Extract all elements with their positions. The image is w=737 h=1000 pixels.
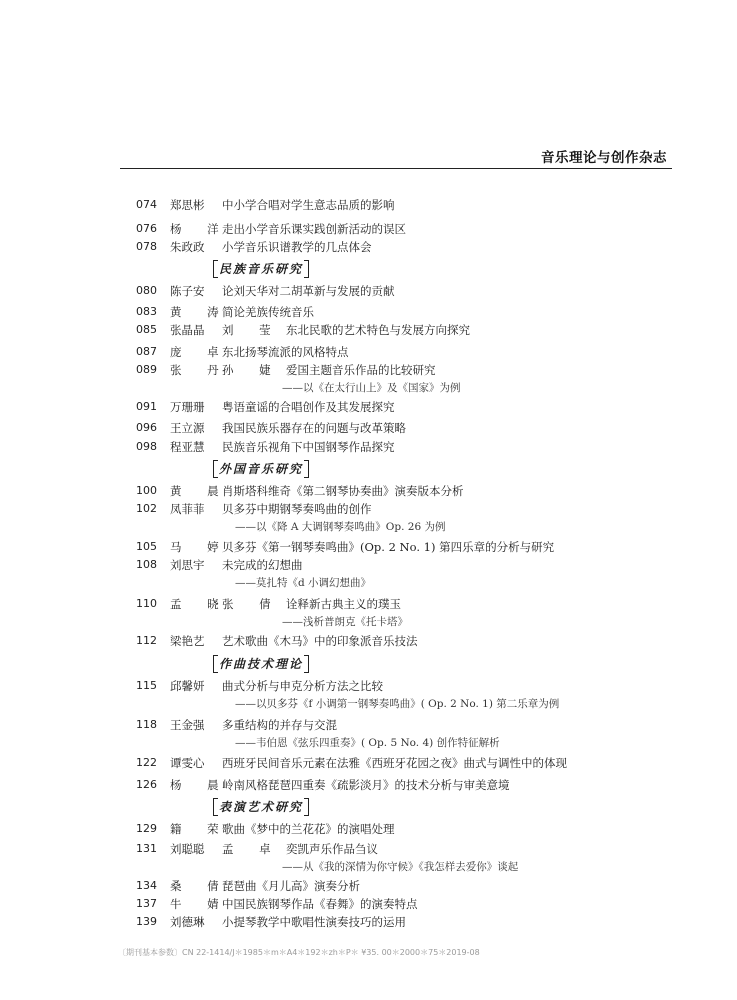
article-title[interactable]: 论刘天华对二胡革新与发展的贡献	[222, 284, 395, 298]
page-number: 076	[136, 222, 157, 235]
article-title[interactable]: 曲式分析与申克分析方法之比较	[222, 679, 383, 693]
article-title[interactable]: 走出小学音乐课实践创新活动的误区	[222, 222, 406, 236]
page-number: 096	[136, 421, 157, 434]
article-title[interactable]: 肖斯塔科维奇《第二钢琴协奏曲》演奏版本分析	[222, 484, 464, 498]
author-name: 陈子安	[170, 284, 205, 298]
toc-entry[interactable]	[0, 820, 737, 838]
journal-title: 音乐理论与创作杂志	[541, 150, 667, 166]
author-name: 朱政政	[170, 240, 205, 254]
article-subtitle: ——莫扎特《d 小调幻想曲》	[235, 577, 372, 589]
toc-entry[interactable]	[0, 632, 737, 650]
author-name: 马 婷	[170, 540, 230, 554]
article-subtitle: ——韦伯恩《弦乐四重奏》( Op. 5 No. 4) 创作特征解析	[235, 737, 500, 749]
page-number: 134	[136, 879, 157, 892]
toc-entry[interactable]	[0, 303, 737, 321]
article-title[interactable]: 琵琶曲《月儿高》演奏分析	[222, 879, 360, 893]
page-number: 085	[136, 323, 157, 336]
author-name: 万珊珊	[170, 400, 205, 414]
author-name: 杨 洋	[170, 222, 230, 236]
article-title[interactable]: 中小学合唱对学生意志品质的影响	[222, 198, 395, 212]
page-number: 089	[136, 363, 157, 376]
article-subtitle: ——以贝多芬《f 小调第一钢琴奏鸣曲》( Op. 2 No. 1) 第二乐章为例	[235, 698, 560, 710]
article-subtitle: ——以《在太行山上》及《国家》为例	[282, 382, 461, 394]
article-title[interactable]: 歌曲《梦中的兰花花》的演唱处理	[222, 822, 395, 836]
article-title[interactable]: 小学音乐识谱教学的几点体会	[222, 240, 372, 254]
author-name: 刘聪聪	[170, 842, 205, 856]
article-title[interactable]: 艺术歌曲《木马》中的印象派音乐技法	[222, 634, 418, 648]
coauthor-name: 孙 婕	[222, 363, 282, 377]
article-title[interactable]: 多重结构的并存与交混	[222, 718, 337, 732]
article-title[interactable]: 东北民歌的艺术特色与发展方向探究	[286, 323, 470, 337]
author-name: 孟 晓	[170, 597, 230, 611]
author-name: 张晶晶	[170, 323, 205, 337]
article-title[interactable]: 贝多芬《第一钢琴奏鸣曲》(Op. 2 No. 1) 第四乐章的分析与研究	[222, 540, 555, 554]
toc-entry[interactable]	[0, 361, 737, 379]
author-name: 王金强	[170, 718, 205, 732]
page-number: 112	[136, 634, 157, 647]
coauthor-name: 孟 卓	[222, 842, 282, 856]
toc-entry[interactable]	[0, 538, 737, 556]
page-number: 131	[136, 842, 157, 855]
author-name: 刘思宇	[170, 558, 205, 572]
author-name: 王立源	[170, 421, 205, 435]
article-title[interactable]: 东北扬琴流派的风格特点	[222, 345, 349, 359]
section-heading: 表演艺术研究	[213, 797, 309, 817]
toc-entry[interactable]	[0, 419, 737, 437]
toc-entry[interactable]	[0, 343, 737, 361]
toc-entry[interactable]	[0, 595, 737, 613]
article-title[interactable]: 奕凯声乐作品刍议	[286, 842, 378, 856]
article-title[interactable]: 贝多芬中期钢琴奏鸣曲的创作	[222, 502, 372, 516]
page-number: 074	[136, 198, 157, 211]
article-title[interactable]: 粤语童谣的合唱创作及其发展探究	[222, 400, 395, 414]
page-number: 129	[136, 822, 157, 835]
page-number: 115	[136, 679, 157, 692]
toc-entry[interactable]	[0, 877, 737, 895]
toc-entry[interactable]	[0, 913, 737, 931]
toc-entry[interactable]	[0, 776, 737, 794]
page-number: 102	[136, 502, 157, 515]
toc-entry[interactable]	[0, 438, 737, 456]
article-title[interactable]: 我国民族乐器存在的问题与改革策略	[222, 421, 406, 435]
author-name: 桑 倩	[170, 879, 230, 893]
page-number: 083	[136, 305, 157, 318]
author-name: 谭雯心	[170, 756, 205, 770]
section-heading: 作曲技术理论	[213, 654, 309, 674]
toc-entry[interactable]	[0, 220, 737, 238]
toc-entry[interactable]	[0, 677, 737, 695]
author-name: 庞 卓	[170, 345, 230, 359]
page-number: 108	[136, 558, 157, 571]
article-subtitle: ——浅析普朗克《托卡塔》	[282, 616, 408, 628]
article-title[interactable]: 小提琴教学中歌唱性演奏技巧的运用	[222, 915, 406, 929]
footer-parameters: 〔期刊基本参数〕CN 22-1414/J＊1985＊m＊A4＊192＊zh＊P＊ ¥35. 00＊2000＊75＊2019-08	[118, 948, 480, 957]
section-heading: 民族音乐研究	[213, 259, 309, 279]
coauthor-name: 刘 莹	[222, 323, 282, 337]
toc-entry[interactable]	[0, 238, 737, 256]
author-name: 籍 荣	[170, 822, 230, 836]
article-title[interactable]: 爱国主题音乐作品的比较研究	[286, 363, 436, 377]
author-name: 郑思彬	[170, 198, 205, 212]
page-number: 126	[136, 778, 157, 791]
page-number: 105	[136, 540, 157, 553]
article-subtitle: ——从《我的深情为你守候》《我怎样去爱你》谈起	[282, 861, 519, 873]
article-title[interactable]: 中国民族钢琴作品《春舞》的演奏特点	[222, 897, 418, 911]
page-number: 118	[136, 718, 157, 731]
toc-entry[interactable]	[0, 754, 737, 772]
author-name: 牛 婧	[170, 897, 230, 911]
toc-entry[interactable]	[0, 500, 737, 518]
author-name: 黄 涛	[170, 305, 230, 319]
author-name: 杨 晨	[170, 778, 230, 792]
page-number: 098	[136, 440, 157, 453]
page-number: 091	[136, 400, 157, 413]
author-name: 梁艳艺	[170, 634, 205, 648]
article-subtitle: ——以《降 A 大调钢琴奏鸣曲》Op. 26 为例	[235, 521, 446, 533]
article-title[interactable]: 民族音乐视角下中国钢琴作品探究	[222, 440, 395, 454]
author-name: 张 丹	[170, 363, 230, 377]
page-number: 080	[136, 284, 157, 297]
toc-entry[interactable]	[0, 321, 737, 339]
page-number: 078	[136, 240, 157, 253]
toc-entry[interactable]	[0, 716, 737, 734]
author-name: 凤菲菲	[170, 502, 205, 516]
page-number: 110	[136, 597, 157, 610]
author-name: 刘德琳	[170, 915, 205, 929]
page-number: 100	[136, 484, 157, 497]
article-title[interactable]: 岭南风格琵琶四重奏《疏影淡月》的技术分析与审美意境	[222, 778, 510, 792]
article-title[interactable]: 未完成的幻想曲	[222, 558, 303, 572]
toc-entry[interactable]	[0, 895, 737, 913]
author-name: 黄 晨	[170, 484, 230, 498]
page-number: 137	[136, 897, 157, 910]
toc-entry[interactable]	[0, 398, 737, 416]
author-name: 程亚慧	[170, 440, 205, 454]
article-title[interactable]: 西班牙民间音乐元素在法雅《西班牙花园之夜》曲式与调性中的体现	[222, 756, 567, 770]
coauthor-name: 张 倩	[222, 597, 282, 611]
page-number: 087	[136, 345, 157, 358]
article-title[interactable]: 诠释新古典主义的璞玉	[286, 597, 401, 611]
page-number: 122	[136, 756, 157, 769]
toc-entry[interactable]	[0, 840, 737, 858]
toc-entry[interactable]	[0, 196, 737, 214]
article-title[interactable]: 简论羌族传统音乐	[222, 305, 314, 319]
page-number: 139	[136, 915, 157, 928]
section-heading: 外国音乐研究	[213, 459, 309, 479]
author-name: 邱馨妍	[170, 679, 205, 693]
toc-entry[interactable]	[0, 556, 737, 574]
toc-entry[interactable]	[0, 282, 737, 300]
toc-entry[interactable]	[0, 482, 737, 500]
